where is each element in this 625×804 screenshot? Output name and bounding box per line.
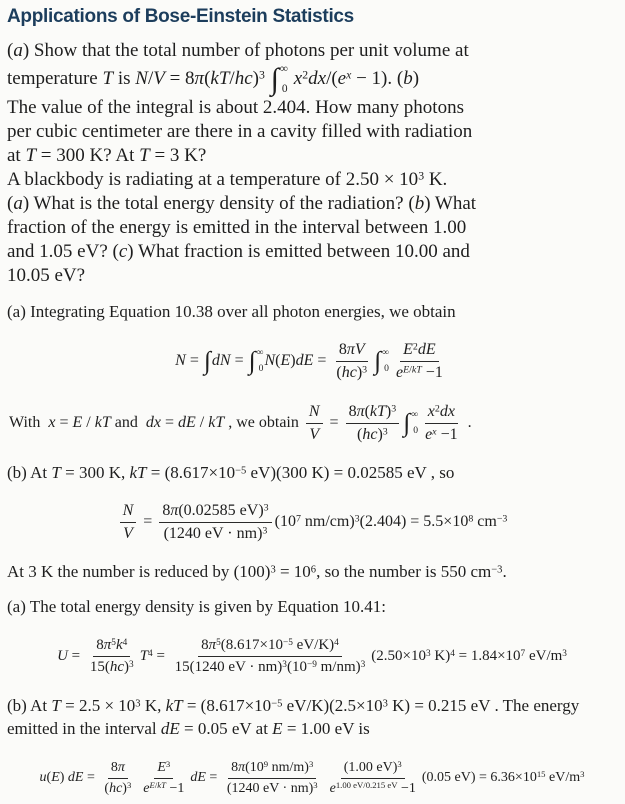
text-run: N = xyxy=(175,352,203,370)
text-run: at T = 300 K? At T = 3 K? xyxy=(7,145,207,167)
text-run: $E^2dE$ xyxy=(403,340,436,358)
equation-number-density xyxy=(7,496,617,548)
solution-paragraph xyxy=(7,560,617,583)
equation-emitted-energy xyxy=(7,752,617,804)
fraction xyxy=(327,759,419,797)
problem-statement xyxy=(7,39,617,288)
fraction xyxy=(224,759,321,797)
text-run: dE = xyxy=(190,770,221,786)
fraction xyxy=(120,501,137,544)
integral-sign: ∫ xyxy=(203,346,211,376)
text-run: N(E)dE = xyxy=(264,352,331,370)
text-run: $e^{E/kT} -1$ xyxy=(143,779,185,796)
text-run: = xyxy=(139,513,157,531)
problem-line xyxy=(7,39,617,63)
text-run: N xyxy=(122,501,134,519)
text-run: (b) At $T = 2.5 \times 10^3$ K, kT = ($8.617\times 10^{-5}$ $eV/K)(2.5\times 10^3$ K) = 0.215 eV . The energy emitted in the interval dE = 0.05 eV at E = 1.00 eV is xyxy=(7,696,580,739)
text-run: E/kT xyxy=(149,779,166,790)
text-run: . xyxy=(463,414,472,432)
text-run: x xyxy=(432,426,437,438)
text-run: 8πV xyxy=(338,340,365,358)
text-run: (1240 eV · nm)$^3$ xyxy=(226,779,318,796)
text-run: (a) What is the total energy density of the radiation? (b) What xyxy=(7,193,477,215)
text-run: (hc)$^3$ xyxy=(357,425,388,443)
text-run: (hc)$^3$ xyxy=(104,779,132,796)
text-run: x xyxy=(346,68,352,82)
text-run: 8π(0.02585 eV)$^3$ xyxy=(162,501,269,519)
text-run: 1.00 eV/0.215 eV xyxy=(335,779,398,790)
text-run: N xyxy=(308,402,320,420)
text-run: = xyxy=(325,414,343,432)
text-run: $8\pi^5k^4$ xyxy=(96,636,128,653)
equation-total-photons xyxy=(7,335,617,387)
fraction xyxy=(393,340,446,383)
text-run: $E^3$ xyxy=(157,759,171,776)
fraction xyxy=(306,402,323,445)
solution-paragraph xyxy=(7,300,617,323)
text-run: $8\pi^5(8.617\times 10^{-5}$ eV/K)$^4$ xyxy=(201,636,339,653)
text-run: E/kT xyxy=(403,364,422,376)
text-run: At 3 K the number is reduced by $(100)^3 = 10^6$, so the number is 550 $cm^{-3}$. xyxy=(7,562,507,582)
problem-line xyxy=(7,216,617,240)
solution-paragraph xyxy=(7,461,617,484)
text-run: $e^{1.00 eV/0.215 eV} -1$ xyxy=(329,779,416,796)
solution-paragraph xyxy=(7,694,617,740)
problem-line xyxy=(7,168,617,192)
text-run: ($10^7$ $nm/cm)^3(2.404) = 5.5\times 10^8$ $cm^{-3}$ xyxy=(274,513,508,531)
text-run: $e^x -1$ xyxy=(425,425,458,443)
fraction xyxy=(87,636,137,677)
problem-line xyxy=(7,96,617,120)
text-run: $x^2dx$ xyxy=(427,402,455,420)
text-run: 10.05 eV? xyxy=(7,265,86,287)
text-run: (a) Integrating Equation 10.38 over all photon energies, we obtain xyxy=(7,302,456,322)
text-run: $8\pi(10^9$ nm/m)$^3$ xyxy=(231,759,314,776)
problem-line xyxy=(7,192,617,216)
text-run: $e^{E/kT} -1$ xyxy=(395,363,443,381)
text-run: and 1.05 eV? (c) What fraction is emitted between 10.00 and xyxy=(7,241,470,263)
inline-derivation xyxy=(9,397,617,449)
text-run: u(E) dE = xyxy=(39,770,99,786)
fraction xyxy=(422,402,461,445)
text-run: ($2.50\times 10^3$ $K)^4 = 1.84\times 10^7$ $eV/m^3$ xyxy=(371,647,567,664)
text-run: (1.00 eV)$^3$ xyxy=(343,759,402,776)
problem-line xyxy=(7,264,617,288)
integral-sign: ∫ ∞ 0 xyxy=(403,408,419,438)
text-run: $x^2dx/(e^x - 1)$. (b) xyxy=(293,67,420,89)
text-run: dN = xyxy=(211,352,248,370)
equation-energy-density xyxy=(7,630,617,682)
text-run: 15(hc)$^3$ xyxy=(89,658,134,675)
text-run: fraction of the energy is emitted in the interval between 1.00 xyxy=(7,217,467,239)
text-run: With x = E / kT and dx = dE / kT , we obtain xyxy=(9,414,303,432)
problem-line xyxy=(7,63,617,96)
text-run: temperature T is $N/V = 8\pi(kT/hc)^3$ xyxy=(7,67,265,89)
text-run: A blackbody is radiating at a temperature of $2.50 \times 10^3$ K. xyxy=(7,169,448,191)
section-heading: Applications of Bose-Einstein Statistics xyxy=(7,6,354,27)
fraction xyxy=(346,402,400,445)
text-run: $T^4$ = xyxy=(139,647,169,664)
problem-line xyxy=(7,144,617,168)
text-run: 8π(kT)$^3$ xyxy=(348,402,397,420)
text-run: V xyxy=(309,425,320,443)
text-run: per cubic centimeter are there in a cavity filled with radiation xyxy=(7,121,473,143)
text-run: U = xyxy=(57,647,84,664)
integral-sign: ∫ ∞ 0 xyxy=(270,62,289,97)
text-run: 15(1240 eV · $nm)^3(10^{-9}$ m/nm)$^3$ xyxy=(174,658,366,675)
fraction xyxy=(101,759,134,797)
text-run: V xyxy=(123,524,133,542)
integral-sign: ∫ ∞ 0 xyxy=(374,346,389,376)
text-run: 8π xyxy=(110,760,125,776)
text-run: (a) Show that the total number of photons per unit volume at xyxy=(7,40,469,61)
text-run: (a) The total energy density is given by Equation 10.41: xyxy=(7,597,386,617)
text-run: (b) At T = 300 K, kT = ($8.617\times 10^{-5}$ eV)(300 K) = 0.02585 eV , so xyxy=(7,463,455,483)
solution xyxy=(7,300,617,804)
fraction xyxy=(140,759,187,797)
fraction xyxy=(159,501,271,544)
text-run: The value of the integral is about 2.404. How many photons xyxy=(7,97,464,119)
problem-line xyxy=(7,240,617,264)
text-run: (1240 eV · nm)$^3$ xyxy=(163,524,268,542)
fraction xyxy=(172,636,369,677)
integral-sign: ∫ ∞ 0 xyxy=(248,346,264,376)
problem-line xyxy=(7,120,617,144)
text-run: (0.05 $eV) = 6.36\times 10^{15}$ $eV/m^3$ xyxy=(421,769,585,786)
fraction xyxy=(333,340,370,383)
text-run: (hc)$^3$ xyxy=(336,363,368,381)
solution-paragraph xyxy=(7,595,617,618)
